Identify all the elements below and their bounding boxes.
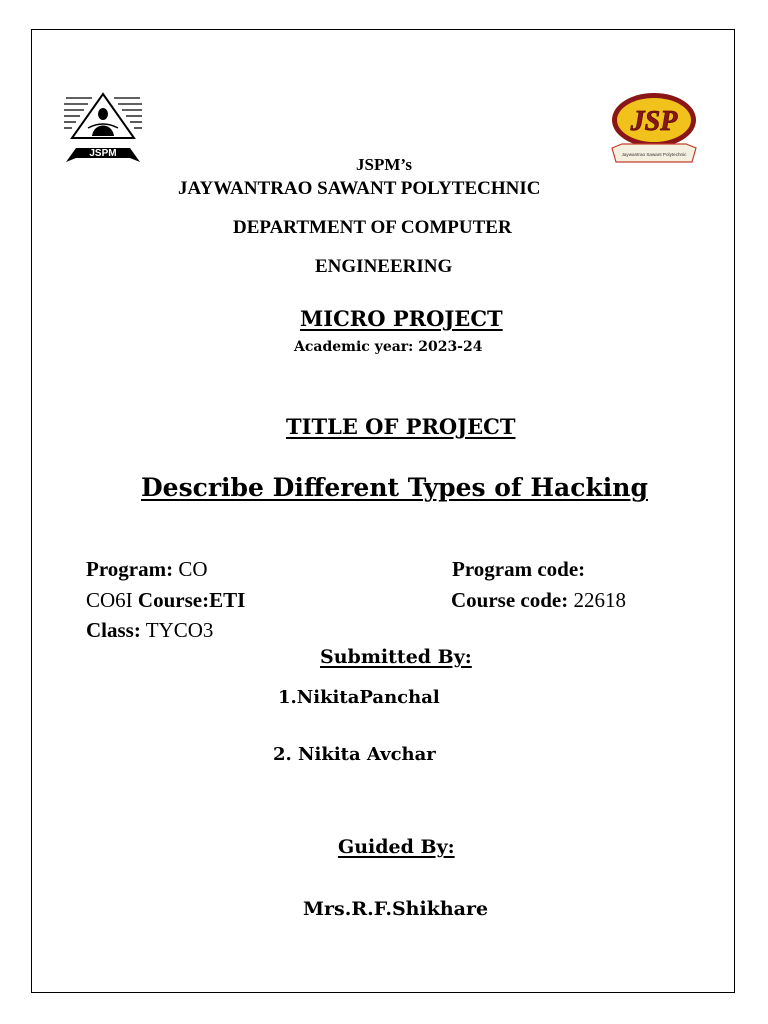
project-title: Describe Different Types of Hacking	[141, 473, 648, 502]
course-code-row	[451, 588, 626, 613]
guided-by-heading: Guided By:	[338, 836, 455, 858]
student-1: 1.NikitaPanchal	[278, 687, 440, 708]
department-line-2: ENGINEERING	[315, 256, 453, 277]
program-label: Program:	[86, 557, 174, 581]
department-line-1: DEPARTMENT OF COMPUTER	[233, 217, 512, 238]
guide-name: Mrs.R.F.Shikhare	[303, 898, 489, 920]
title-of-project-heading: TITLE OF PROJECT	[286, 414, 516, 439]
course-label: Course:	[132, 588, 210, 612]
course-code-value: 22618	[568, 588, 626, 612]
academic-year: Academic year: 2023-24	[294, 339, 483, 355]
org-prefix: JSPM’s	[355, 155, 413, 174]
micro-project-heading: MICRO PROJECT	[300, 306, 503, 331]
jspm-logo-text: JSPM	[89, 148, 117, 159]
jsp-logo-text: JSP	[630, 106, 678, 137]
course-row	[86, 588, 245, 613]
class-label: Class:	[86, 618, 141, 642]
institute-name: JAYWANTRAO SAWANT POLYTECHNIC	[178, 178, 541, 199]
course-code-label: Course code:	[451, 588, 569, 612]
jsp-logo-caption: Jaywantrao Sawant Polytechnic	[621, 152, 687, 157]
program-row	[86, 557, 208, 582]
submitted-by-heading: Submitted By:	[320, 646, 472, 668]
course-value: ETI	[209, 588, 246, 612]
student-2: 2. Nikita Avchar	[273, 744, 436, 765]
class-row	[86, 618, 213, 643]
program-code-label: Program code:	[452, 557, 586, 581]
program-value: CO	[173, 557, 208, 581]
program-code-value: CO6I	[86, 588, 133, 612]
class-value: TYCO3	[140, 618, 214, 642]
